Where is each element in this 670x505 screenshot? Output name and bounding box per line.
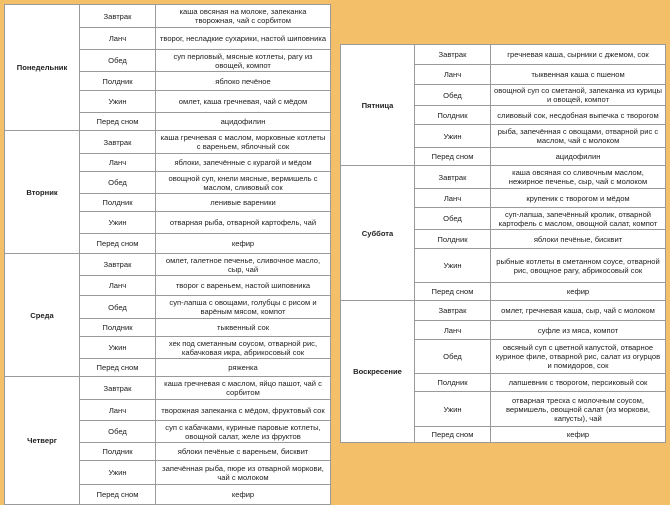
meal-food: овощной суп, кнели мясные, вермишель с маслом, сливовый сок (156, 172, 331, 194)
meal-food: каша овсяная со сливочным маслом, нежирное печенье, сыр, чай с молоком (491, 166, 666, 189)
meal-label: Ланч (415, 65, 491, 85)
weekly-menu-table-right (340, 44, 666, 443)
meal-label: Завтрак (415, 166, 491, 189)
meal-label: Перед сном (415, 427, 491, 443)
meal-label: Завтрак (415, 301, 491, 321)
meal-label: Обед (415, 85, 491, 106)
meal-label: Завтрак (80, 5, 156, 28)
weekly-menu-table-left (4, 4, 331, 505)
meal-label: Ужин (80, 337, 156, 359)
meal-food: кефир (156, 485, 331, 505)
meal-food: кефир (491, 427, 666, 443)
meal-label: Ланч (80, 28, 156, 50)
meal-label: Перед сном (80, 113, 156, 131)
meal-food: лапшевник с творогом, персиковый сок (491, 374, 666, 392)
meal-label: Обед (80, 50, 156, 72)
meal-row (5, 131, 331, 154)
meal-food: яблоки печёные, бисквит (491, 230, 666, 249)
meal-label: Полдник (415, 106, 491, 125)
meal-label: Ланч (415, 189, 491, 208)
meal-label: Ланч (80, 400, 156, 421)
meal-food: отварная рыба, отварной картофель, чай (156, 212, 331, 234)
day-name: Четверг (5, 377, 80, 505)
meal-food: ленивые вареники (156, 194, 331, 212)
meal-food: творожная запеканка с мёдом, фруктовый сок (156, 400, 331, 421)
meal-food: кефир (156, 234, 331, 254)
meal-food: творог с вареньем, настой шиповника (156, 276, 331, 296)
meal-food: рыба, запечённая с овощами, отварной рис с маслом, чай с молоком (491, 125, 666, 148)
meal-label: Полдник (80, 443, 156, 461)
meal-food: каша гречневая с маслом, яйцо пашот, чай с сорбитом (156, 377, 331, 400)
meal-label: Перед сном (80, 359, 156, 377)
meal-food: каша гречневая с маслом, морковные котлеты с вареньем, яблочный сок (156, 131, 331, 154)
meal-label: Завтрак (415, 45, 491, 65)
meal-label: Ужин (80, 91, 156, 113)
meal-label: Ужин (80, 212, 156, 234)
meal-food: гречневая каша, сырники с джемом, сок (491, 45, 666, 65)
meal-label: Завтрак (80, 254, 156, 276)
meal-food: кефир (491, 283, 666, 301)
meal-food: яблоко печёное (156, 72, 331, 91)
meal-food: суп перловый, мясные котлеты, рагу из овощей, компот (156, 50, 331, 72)
meal-food: омлет, каша гречневая, чай с мёдом (156, 91, 331, 113)
meal-row (5, 254, 331, 276)
day-name: Воскресение (341, 301, 415, 443)
meal-food: ацидофилин (156, 113, 331, 131)
meal-food: омлет, гречневая каша, сыр, чай с молоком (491, 301, 666, 321)
meal-row (5, 5, 331, 28)
meal-label: Полдник (80, 72, 156, 91)
meal-food: крупеник с творогом и мёдом (491, 189, 666, 208)
meal-label: Перед сном (80, 234, 156, 254)
meal-food: каша овсяная на молоке, запеканка творожная, чай с сорбитом (156, 5, 331, 28)
meal-food: суп-лапша с овощами, голубцы с рисом и варёным мясом, компот (156, 296, 331, 319)
meal-food: ряженка (156, 359, 331, 377)
meal-row (5, 377, 331, 400)
meal-row (341, 166, 666, 189)
meal-label: Обед (80, 296, 156, 319)
meal-food: рыбные котлеты в сметанном соусе, отварной рис, овощное рагу, абрикосовый сок (491, 249, 666, 283)
meal-label: Ланч (80, 154, 156, 172)
meal-food: суфле из мяса, компот (491, 321, 666, 340)
meal-label: Ужин (80, 461, 156, 485)
meal-label: Полдник (80, 194, 156, 212)
meal-label: Перед сном (415, 283, 491, 301)
meal-food: овсяный суп с цветной капустой, отварное куриное филе, отварной рис, салат из огурцов и помидоров, сок (491, 340, 666, 374)
meal-label: Перед сном (80, 485, 156, 505)
day-name: Понедельник (5, 5, 80, 131)
meal-food: яблоки печёные с вареньем, бисквит (156, 443, 331, 461)
meal-label: Обед (415, 208, 491, 230)
meal-label: Полдник (415, 374, 491, 392)
meal-label: Завтрак (80, 131, 156, 154)
meal-label: Ланч (415, 321, 491, 340)
meal-food: творог, несладкие сухарики, настой шиповника (156, 28, 331, 50)
meal-food: яблоки, запечённые с курагой и мёдом (156, 154, 331, 172)
meal-row (341, 301, 666, 321)
meal-label: Полдник (80, 319, 156, 337)
meal-label: Обед (415, 340, 491, 374)
meal-food: тыквенный сок (156, 319, 331, 337)
meal-label: Обед (80, 421, 156, 443)
meal-label: Ужин (415, 392, 491, 427)
meal-label: Завтрак (80, 377, 156, 400)
day-name: Пятница (341, 45, 415, 166)
meal-food: суп-лапша, запечённый кролик, отварной картофель с маслом, овощной салат, компот (491, 208, 666, 230)
day-name: Вторник (5, 131, 80, 254)
meal-label: Полдник (415, 230, 491, 249)
meal-food: суп с кабачками, куриные паровые котлеты, овощной салат, желе из фруктов (156, 421, 331, 443)
meal-label: Ужин (415, 249, 491, 283)
meal-food: ацидофилин (491, 148, 666, 166)
meal-label: Ланч (80, 276, 156, 296)
meal-food: овощной суп со сметаной, запеканка из курицы и овощей, компот (491, 85, 666, 106)
meal-food: отварная треска с молочным соусом, вермишель, овощной салат (из моркови, капусты), чай (491, 392, 666, 427)
meal-food: тыквенная каша с пшеном (491, 65, 666, 85)
meal-food: хек под сметанным соусом, отварной рис, кабачковая икра, абрикосовый сок (156, 337, 331, 359)
meal-food: омлет, галетное печенье, сливочное масло, сыр, чай (156, 254, 331, 276)
meal-food: сливовый сок, несдобная выпечка с творогом (491, 106, 666, 125)
meal-label: Ужин (415, 125, 491, 148)
meal-row (341, 45, 666, 65)
meal-label: Обед (80, 172, 156, 194)
day-name: Среда (5, 254, 80, 377)
meal-label: Перед сном (415, 148, 491, 166)
meal-food: запечённая рыба, пюре из отварной моркови, чай с молоком (156, 461, 331, 485)
day-name: Суббота (341, 166, 415, 301)
